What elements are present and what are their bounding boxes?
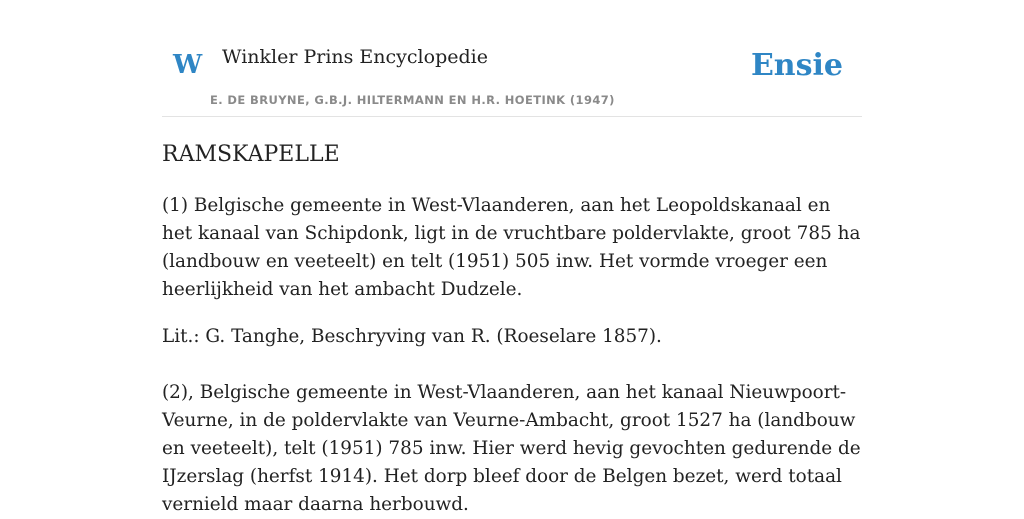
header [162,0,862,117]
article-paragraph-1: (1) Belgische gemeente in West-Vlaanderen, aan het Leopoldskanaal en het kanaal van Schipdonk, ligt in de vruchtbare poldervlakte, groot 785 ha (landbouw en veeteelt) en telt (1951) 505 inw. Het vormde vroeger een heerlijkheid van het ambacht Dudzele. [162,195,861,300]
page [162,0,862,515]
work-title-link[interactable]: Winkler Prins Encyclopedie [222,46,488,68]
article-headword: RAMSKAPELLE [162,142,340,167]
literature-reference: Lit.: G. Tanghe, Beschryving van R. (Roeselare 1857). [162,326,662,347]
authors-line: E. DE BRUYNE, G.B.J. HILTERMANN EN H.R. HOETINK (1947) [210,93,615,107]
ensie-logo-link[interactable]: Ensie [750,48,843,83]
encyclopedia-logo-icon[interactable]: W [173,50,203,80]
article-paragraph-2: (2), Belgische gemeente in West-Vlaanderen, aan het kanaal Nieuwpoort-Veurne, in de poldervlakte van Veurne-Ambacht, groot 1527 ha (landbouw en veeteelt), telt (1951) 785 inw. Hier werd hevig gevochten gedurende de IJzerslag (herfst 1914). Het dorp bleef door de Belgen bezet, werd totaal vernield maar daarna herbouwd. [162,382,861,515]
